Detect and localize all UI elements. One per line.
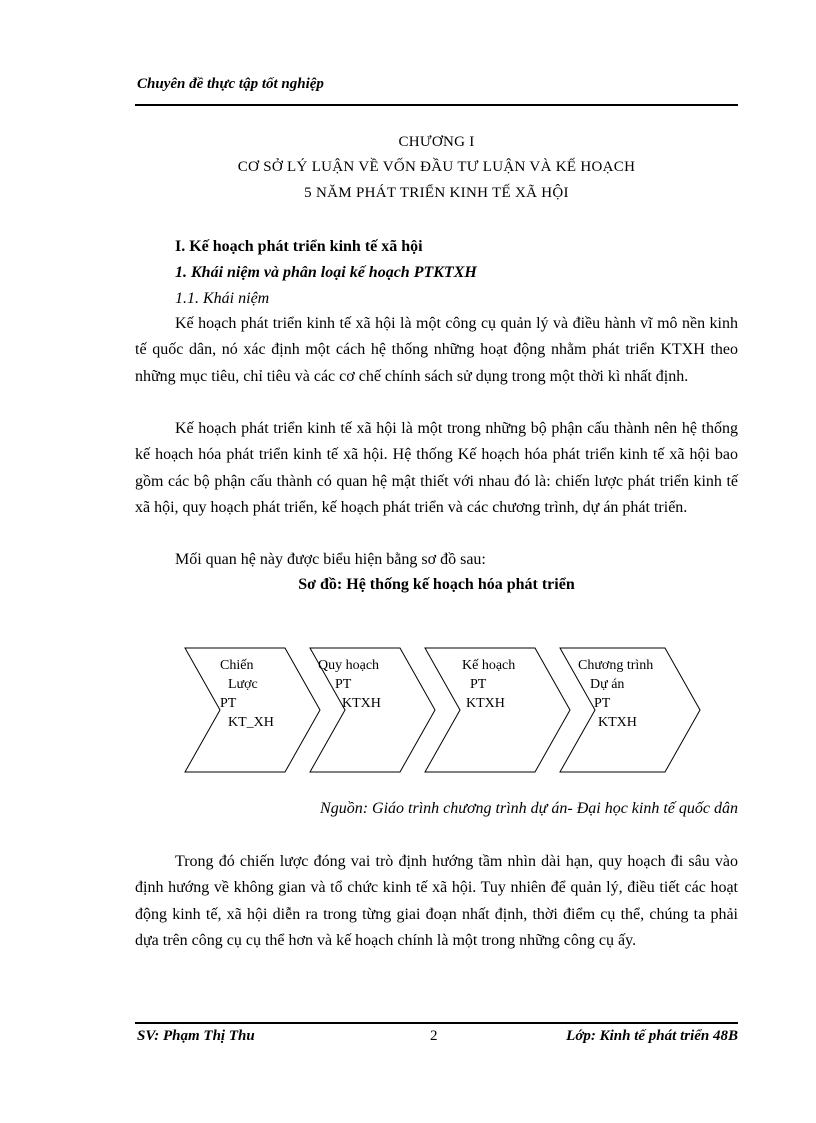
step-2-line-3: KTXH (342, 696, 381, 711)
step-4-line-4: KTXH (598, 715, 637, 730)
paragraph-definition: Kế hoạch phát triển kinh tế xã hội là một công cụ quản lý và điều hành vĩ mô nền kinh tế quốc dân, nó xác định một cách hệ thống những hoạt động nhằm phát triển KTXH theo những mục tiêu, chỉ tiêu và các cơ chế chính sách sử dụng trong một thời kì nhất định. (135, 315, 738, 385)
paragraph-intro-diagram: Mối quan hệ này được biểu hiện bằng sơ đồ sau: (175, 551, 486, 568)
subsubsection-heading: 1.1. Khái niệm (175, 290, 270, 307)
chapter-title-line2: 5 NĂM PHÁT TRIỂN KINH TẾ XÃ HỘI (304, 185, 569, 201)
subsection-heading: 1. Khái niệm và phân loại kế hoạch PTKTXH (175, 264, 477, 281)
step-1-line-3: PT (220, 696, 237, 711)
chapter-title-line1: CƠ SỞ LÝ LUẬN VỀ VỐN ĐẦU TƯ LUẬN VÀ KẾ HOẠCH (237, 159, 636, 175)
process-diagram (150, 640, 730, 780)
step-3-line-2: PT (470, 677, 487, 692)
step-3-line-1: Kế hoạch (462, 658, 516, 673)
step-1-line-2: Lược (228, 677, 258, 692)
step-2-line-1: Quy hoạch (318, 658, 380, 673)
diagram-source: Nguồn: Giáo trình chương trình dự án- Đại học kinh tế quốc dân (320, 800, 738, 817)
step-4-line-2: Dự án (590, 677, 625, 692)
step-2-line-2: PT (335, 677, 352, 692)
step-1-line-1: Chiến (220, 658, 254, 673)
footer-student: SV: Phạm Thị Thu (137, 1028, 255, 1044)
footer-class: Lớp: Kinh tế phát triển 48B (566, 1028, 738, 1044)
step-4-line-1: Chương trình (578, 658, 654, 673)
chapter-number: CHƯƠNG I (398, 134, 475, 150)
header-rule (135, 104, 738, 106)
page-number: 2 (430, 1028, 438, 1044)
document-header-title: Chuyên đề thực tập tốt nghiệp (137, 76, 324, 92)
paragraph-closing: Trong đó chiến lược đóng vai trò định hướng tầm nhìn dài hạn, quy hoạch đi sâu vào định hướng về không gian và tổ chức kinh tế xã hội. Tuy nhiên để quản lý, điều tiết các hoạt động kinh tế, xã hội diễn ra trong từng giai đoạn nhất định, thời điểm cụ thể, chúng ta phải dựa trên công cụ cụ thể hơn và kế hoạch chính là một trong những công cụ ấy. (135, 853, 738, 949)
step-4-line-3: PT (594, 696, 611, 711)
step-3-line-3: KTXH (466, 696, 505, 711)
diagram-title: Sơ đồ: Hệ thống kế hoạch hóa phát triển (298, 576, 575, 593)
section-heading: I. Kế hoạch phát triển kinh tế xã hội (175, 238, 423, 255)
footer-rule (135, 1022, 738, 1024)
step-1-line-4: KT_XH (228, 715, 274, 730)
paragraph-system: Kế hoạch phát triển kinh tế xã hội là một trong những bộ phận cấu thành nên hệ thống kế hoạch hóa phát triển kinh tế xã hội. Hệ thống Kế hoạch hóa phát triển kinh tế xã hội bao gồm các bộ phận cấu thành có quan hệ mật thiết với nhau đó là: chiến lược phát triển kinh tế xã hội, quy hoạch phát triển, kế hoạch phát triển và các chương trình, dự án phát triển. (135, 420, 738, 516)
